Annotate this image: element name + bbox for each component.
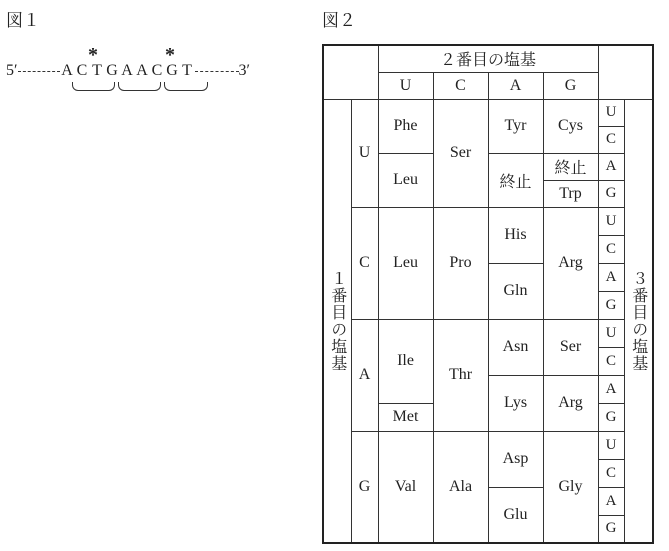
- base: G: [166, 62, 178, 79]
- third-base: G: [598, 403, 624, 431]
- dna-strand: [6, 62, 250, 80]
- third-base: A: [598, 263, 624, 291]
- second-base-u: U: [378, 72, 433, 99]
- third-base: U: [598, 431, 624, 459]
- amino-acid: Glu: [488, 487, 543, 543]
- third-base: U: [598, 207, 624, 235]
- amino-acid: His: [488, 207, 543, 263]
- amino-acid: Pro: [433, 207, 488, 319]
- asterisk-mark: *: [88, 44, 98, 66]
- third-base: G: [598, 515, 624, 543]
- corner-cell: [323, 45, 378, 99]
- third-base: U: [598, 319, 624, 347]
- first-base-a: A: [351, 319, 378, 431]
- base: G: [106, 62, 118, 79]
- amino-acid: Met: [378, 403, 433, 431]
- first-base-g: G: [351, 431, 378, 543]
- figure2-label: 図２: [322, 11, 356, 30]
- amino-acid: Arg: [543, 207, 598, 319]
- amino-acid: Arg: [543, 375, 598, 431]
- amino-acid: Tyr: [488, 99, 543, 153]
- second-base-g: G: [543, 72, 598, 99]
- amino-acid: Leu: [378, 153, 433, 207]
- third-base: C: [598, 347, 624, 375]
- codon-bracket: [164, 82, 208, 91]
- amino-acid: Ala: [433, 431, 488, 543]
- third-base: A: [598, 487, 624, 515]
- third-base: A: [598, 375, 624, 403]
- base: A: [136, 62, 148, 79]
- amino-acid: Cys: [543, 99, 598, 153]
- base: A: [121, 62, 133, 79]
- amino-acid: 終止: [488, 153, 543, 207]
- second-base-c: C: [433, 72, 488, 99]
- amino-acid: 終止: [543, 153, 598, 180]
- third-base: C: [598, 126, 624, 153]
- amino-acid: Ser: [433, 99, 488, 207]
- amino-acid: Asp: [488, 431, 543, 487]
- base: A: [61, 62, 73, 79]
- codon-table: [322, 44, 654, 544]
- corner-cell: [598, 45, 653, 99]
- second-base-header: ２番目の塩基: [378, 45, 598, 72]
- codon-bracket: [72, 82, 115, 91]
- amino-acid: Thr: [433, 319, 488, 431]
- three-prime-label: 3′: [238, 62, 250, 79]
- base: C: [151, 62, 163, 79]
- amino-acid: Asn: [488, 319, 543, 375]
- figure1-label: 図１: [6, 11, 40, 30]
- third-base: C: [598, 459, 624, 487]
- dna-sequence-figure: [0, 46, 300, 106]
- base: T: [92, 62, 102, 79]
- third-base: G: [598, 291, 624, 319]
- amino-acid: Gly: [543, 431, 598, 543]
- first-base-c: C: [351, 207, 378, 319]
- asterisk-mark: *: [165, 44, 175, 66]
- third-base: C: [598, 235, 624, 263]
- five-prime-label: 5′: [6, 62, 18, 79]
- third-base: G: [598, 180, 624, 207]
- amino-acid: Trp: [543, 180, 598, 207]
- second-base-a: A: [488, 72, 543, 99]
- codon-bracket: [118, 82, 161, 91]
- amino-acid: Ser: [543, 319, 598, 375]
- first-base-header: １番目の塩基: [323, 99, 351, 543]
- third-base: U: [598, 99, 624, 126]
- amino-acid: Gln: [488, 263, 543, 319]
- amino-acid: Ile: [378, 319, 433, 403]
- base: T: [182, 62, 192, 79]
- amino-acid: Lys: [488, 375, 543, 431]
- first-base-u: U: [351, 99, 378, 207]
- amino-acid: Phe: [378, 99, 433, 153]
- base: C: [76, 62, 88, 79]
- amino-acid: Leu: [378, 207, 433, 319]
- third-base-header: ３番目の塩基: [624, 99, 653, 543]
- third-base: A: [598, 153, 624, 180]
- amino-acid: Val: [378, 431, 433, 543]
